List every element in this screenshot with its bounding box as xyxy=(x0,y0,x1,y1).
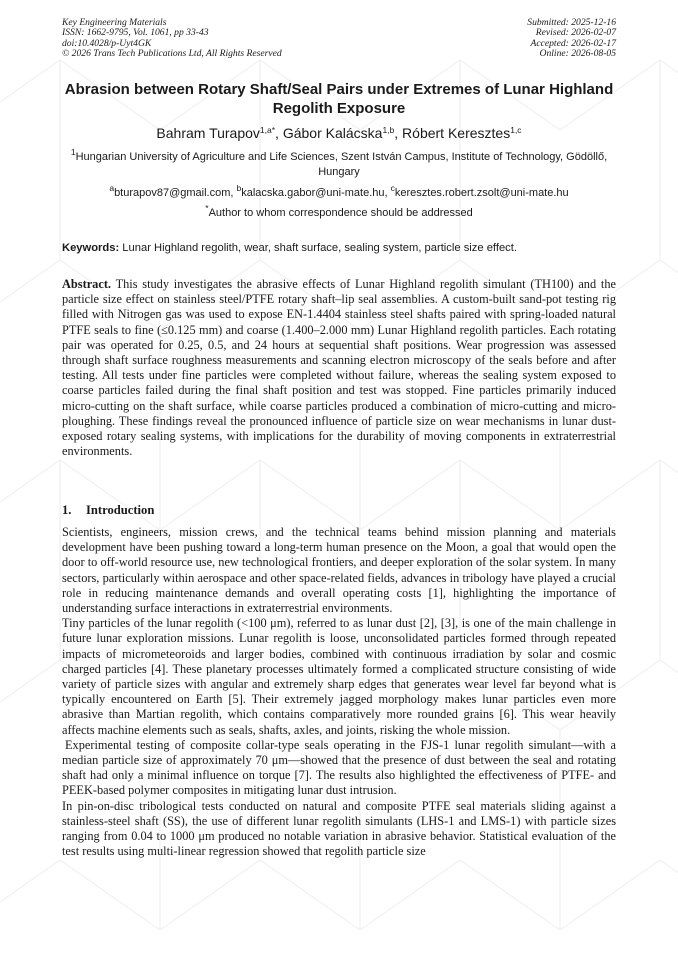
author-superscript: 1,a* xyxy=(259,125,276,135)
author-name: Róbert Keresztes xyxy=(402,125,511,141)
affiliation-superscript: 1 xyxy=(70,147,76,157)
author-emails xyxy=(62,183,616,200)
paper-title: Abrasion between Rotary Shaft/Seal Pairs under Extremes of Lunar Highland Regolith Exposure xyxy=(64,81,614,117)
author-separator: , xyxy=(394,125,403,141)
online-date: Online: 2026-08-05 xyxy=(539,48,616,60)
email-address[interactable]: bturapov87@gmail.com, xyxy=(114,187,237,199)
paragraph: Scientists, engineers, mission crews, and the technical teams behind mission planning and materials development have been pushing toward a long-term human presence on the Moon, a goal that would open the door to off-world resource use, new technological frontiers, and deeper exploration of the solar system. In many sectors, particularly within aerospace and other space-related fields, advances in tribology have played a crucial role in reducing maintenance demands and overall operating costs [1], highlighting the importance of understanding surface interactions in extraterrestrial environments. xyxy=(62,525,616,616)
revised-date: Revised: 2026-02-07 xyxy=(535,27,616,39)
publication-dates xyxy=(527,18,616,60)
keywords-text: Lunar Highland regolith, wear, shaft surface, sealing system, particle size effect. xyxy=(119,242,517,254)
correspondence-note xyxy=(62,203,616,220)
abstract-text: This study investigates the abrasive effects of Lunar Highland regolith simulant (TH100) and the particle size effect on stainless steel/PTFE rotary shaft–lip seal assemblies. A custom-built sand-pot testing rig filled with Nitrogen gas was used to expose EN-1.4404 stainless steel shafts paired with spring-loaded natural PTFE seals to fine (≤0.125 mm) and coarse (1.400–2.000 mm) Lunar Highland regolith particles. Each rotating pair was operated for 0.25, 0.5, and 24 hours at sequential shaft positions. Wear progression was assessed through shaft surface roughness measurements and scanning electron microscopy of the seals before and after testing. All tests under fine particles were completed without failure, whereas the sealing system exposed to coarse particles failed during the final shaft position and test was stopped. Fine particles primarily induced micro-cutting on the shaft surface, while coarse particles produced a combination of micro-cutting and micro-ploughing. These findings reveal the pronounced influence of particle size on wear mechanisms in lunar dust-exposed rotary sealing systems, with implications for the durability of moving components in extraterrestrial environments. xyxy=(62,277,616,459)
email-superscript: b xyxy=(236,183,242,193)
journal-name: Key Engineering Materials xyxy=(62,17,167,28)
affiliation-text: Hungarian University of Agriculture and Life Sciences, Szent István Campus, Institute of Technology, Gödöllő, Hungary xyxy=(75,151,608,178)
keywords xyxy=(62,241,616,255)
abstract-label: Abstract. xyxy=(62,277,112,291)
email-address[interactable]: kalacska.gabor@uni-mate.hu, xyxy=(241,187,391,199)
publication-info xyxy=(62,18,282,60)
introduction-body xyxy=(62,525,616,859)
accepted-date: Accepted: 2026-02-17 xyxy=(530,37,616,49)
section-heading xyxy=(62,503,616,518)
paragraph: Tiny particles of the lunar regolith (<100 μm), referred to as lunar dust [2], [3], is one of the main challenge in future lunar exploration missions. Lunar regolith is loose, unconsolidated particles formed through repeated impacts of micrometeoroids and larger bodies, combined with continuous irradiation by solar and cosmic charged particles [4]. These planetary processes ultimately formed a complicated structure consisting of wide variety of particle sizes with angular and extremely sharp edges that generates wear level far beyond what is typically encountered on Earth [5]. Their extremely jagged morphology makes lunar particles even more abrasive than Martian regolith, which contains comparatively more rounded grains [6]. This wear heavily affects machine elements such as seals, shafts, axles, and joints, risking the whole mission. xyxy=(62,616,616,737)
author-separator: , xyxy=(275,125,283,141)
email-superscript: a xyxy=(109,183,115,193)
email-address[interactable]: keresztes.robert.zsolt@uni-mate.hu xyxy=(394,187,569,199)
paragraph: Experimental testing of composite collar-type seals operating in the FJS-1 lunar regolith simulant—with a median particle size of approximately 70 μm—showed that the presence of dust between the seal and rotating shaft had only a minimal influence on torque [7]. The results also highlighted the effectiveness of PTFE- and PEEK-based polymer composites in mitigating lunar dust intrusion. xyxy=(62,737,616,798)
author-superscript: 1,b xyxy=(382,125,395,135)
author-name: Bahram Turapov xyxy=(156,125,260,141)
correspondence-text: Author to whom correspondence should be addressed xyxy=(208,207,473,219)
abstract xyxy=(62,277,616,459)
correspondence-asterisk: * xyxy=(205,203,209,213)
keywords-label: Keywords: xyxy=(62,242,120,254)
copyright-notice: © 2026 Trans Tech Publications Ltd, All Rights Reserved xyxy=(62,48,282,60)
section-number: 1. xyxy=(62,503,72,517)
email-superscript: c xyxy=(390,183,395,193)
affiliation xyxy=(62,147,616,180)
issn-volume: ISSN: 1662-9795, Vol. 1061, pp 33-43 xyxy=(62,27,209,39)
author-superscript: 1,c xyxy=(510,125,522,135)
author-list xyxy=(62,124,616,142)
author-name: Gábor Kalácska xyxy=(282,125,383,141)
doi-link[interactable]: doi:10.4028/p-Uyt4GK xyxy=(62,37,152,49)
section-title: Introduction xyxy=(86,503,155,517)
submitted-date: Submitted: 2025-12-16 xyxy=(527,17,616,28)
paragraph: In pin-on-disc tribological tests conducted on natural and composite PTFE seal materials sliding against a stainless-steel shaft (SS), the use of different lunar regolith simulants (LHS-1 and LMS-1) with particle sizes ranging from 0.04 to 1000 μm produced no notable variation in abrasive behavior. Statistical evaluation of the test results using multi-linear regression showed that regolith particle size xyxy=(62,798,616,859)
